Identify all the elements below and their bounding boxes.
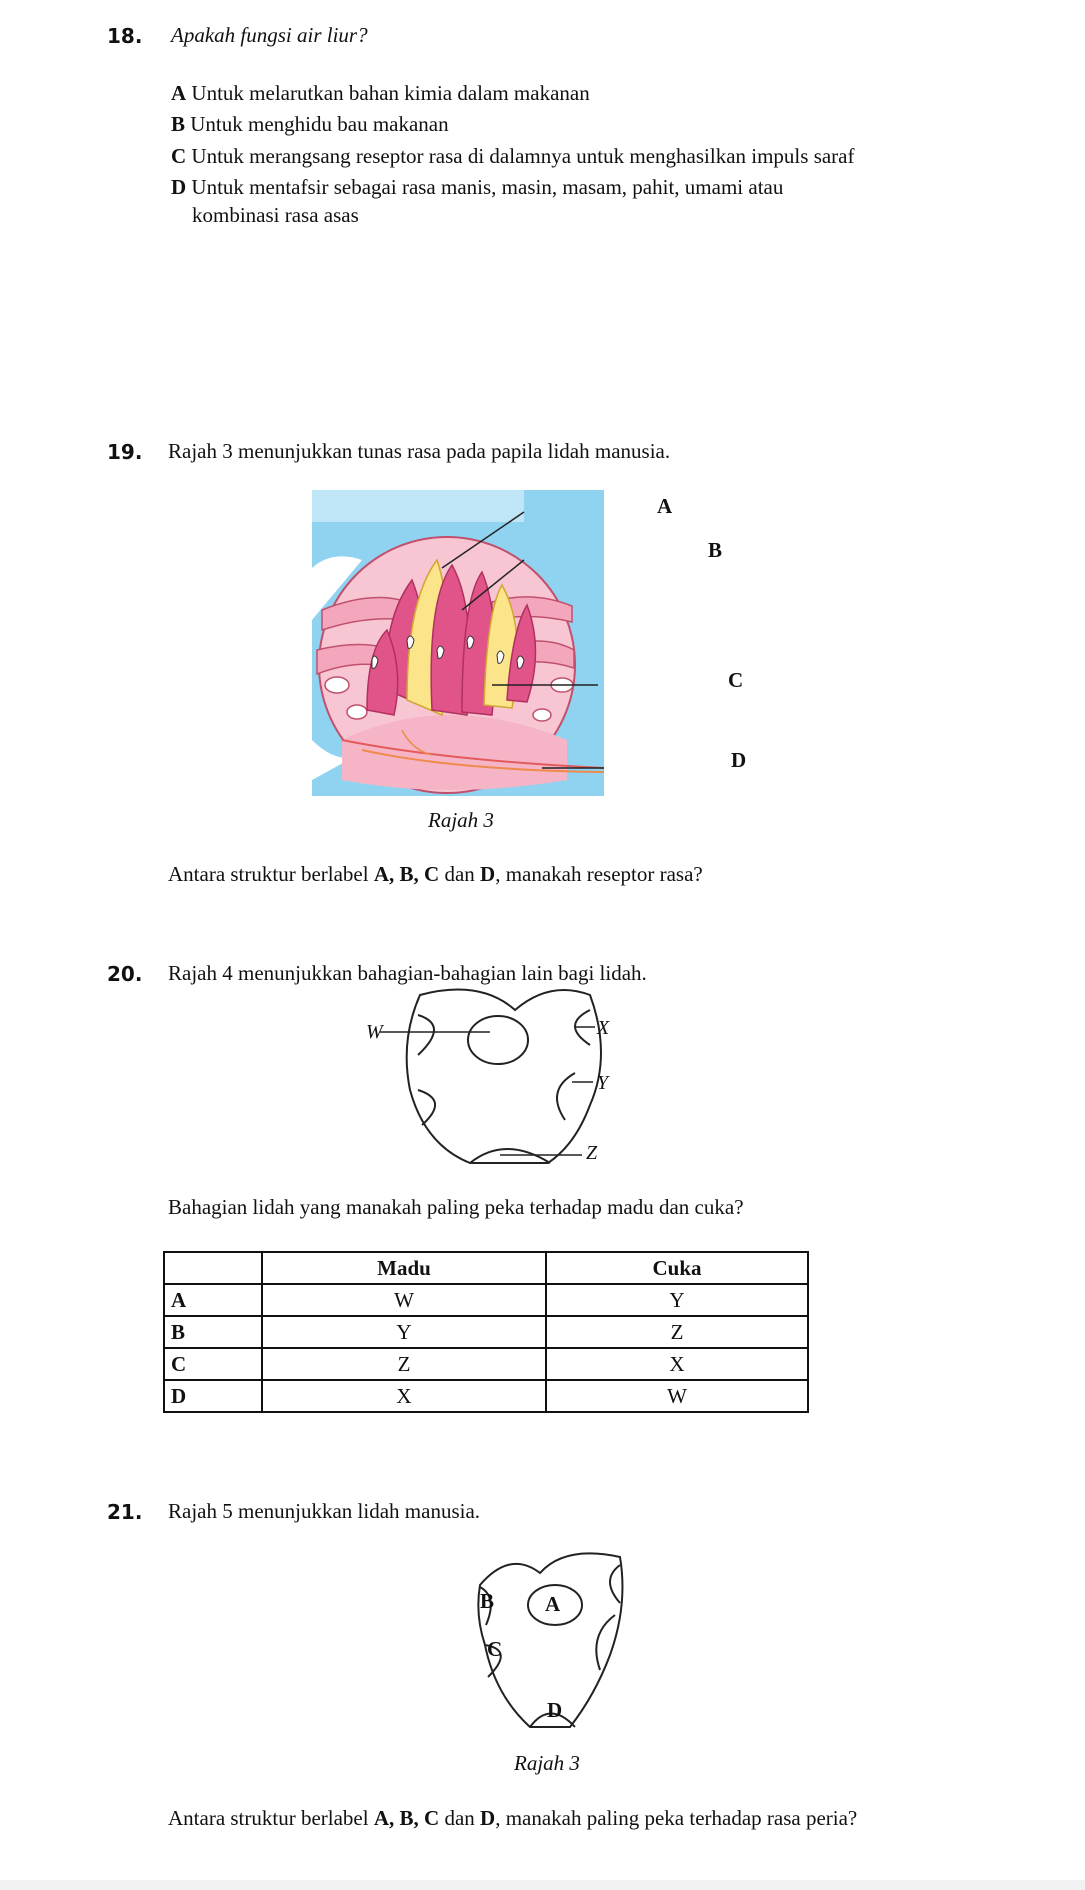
q18-option-c: C Untuk merangsang reseptor rasa di dalamnya untuk menghasilkan impuls saraf <box>171 144 855 168</box>
q19-label-a: A <box>657 494 673 518</box>
table-header-blank <box>164 1252 262 1284</box>
row-letter: D <box>164 1380 262 1412</box>
q21-label-c: C <box>487 1637 503 1661</box>
table-row <box>164 1348 808 1380</box>
q20-label-y: Y <box>597 1072 609 1094</box>
q20-label-z: Z <box>586 1142 598 1164</box>
q20-question: Rajah 4 menunjukkan bahagian-bahagian lain bagi lidah. <box>168 961 647 985</box>
q21-number: 21. <box>107 1500 143 1524</box>
q20-label-x: X <box>597 1017 610 1039</box>
row-cuka: Y <box>546 1284 808 1316</box>
row-madu: X <box>262 1380 546 1412</box>
row-cuka: X <box>546 1348 808 1380</box>
table-header-cuka: Cuka <box>546 1252 808 1284</box>
table-row <box>164 1380 808 1412</box>
q21-label-a: A <box>545 1592 561 1616</box>
page-bottom-divider <box>0 1880 1085 1890</box>
q19-label-d: D <box>731 748 747 772</box>
row-cuka: Z <box>546 1316 808 1348</box>
table-row <box>164 1316 808 1348</box>
row-letter: B <box>164 1316 262 1348</box>
q19-label-b: B <box>708 538 723 562</box>
table-header-row <box>164 1252 808 1284</box>
q18-option-d: D Untuk mentafsir sebagai rasa manis, masin, masam, pahit, umami atau <box>171 175 784 199</box>
q19-number: 19. <box>107 440 143 464</box>
q20-ask: Bahagian lidah yang manakah paling peka terhadap madu dan cuka? <box>168 1195 744 1219</box>
row-madu: Y <box>262 1316 546 1348</box>
table-row <box>164 1284 808 1316</box>
q21-label-b: B <box>480 1589 495 1613</box>
row-cuka: W <box>546 1380 808 1412</box>
q21-question: Rajah 5 menunjukkan lidah manusia. <box>168 1499 481 1523</box>
row-letter: C <box>164 1348 262 1380</box>
q20-label-w: W <box>366 1021 383 1043</box>
q18-number: 18. <box>107 24 143 48</box>
q21-label-d: D <box>547 1698 563 1722</box>
row-madu: Z <box>262 1348 546 1380</box>
row-letter: A <box>164 1284 262 1316</box>
q18-question: Apakah fungsi air liur? <box>171 23 368 47</box>
q18-option-d-continued: kombinasi rasa asas <box>192 203 359 227</box>
q19-label-c: C <box>728 668 744 692</box>
q21-ask: Antara struktur berlabel A, B, C dan D, manakah paling peka terhadap rasa peria? <box>168 1806 858 1830</box>
q18-option-a: A Untuk melarutkan bahan kimia dalam makanan <box>171 81 590 105</box>
q20-number: 20. <box>107 962 143 986</box>
row-madu: W <box>262 1284 546 1316</box>
q19-caption: Rajah 3 <box>428 808 494 832</box>
taste-bud-diagram <box>312 490 612 800</box>
q20-answer-table <box>163 1251 809 1413</box>
table-header-madu: Madu <box>262 1252 546 1284</box>
q19-question: Rajah 3 menunjukkan tunas rasa pada papila lidah manusia. <box>168 439 671 463</box>
q21-caption: Rajah 3 <box>514 1751 580 1775</box>
q19-ask: Antara struktur berlabel A, B, C dan D, manakah reseptor rasa? <box>168 862 703 886</box>
q18-option-b: B Untuk menghidu bau makanan <box>171 112 449 136</box>
